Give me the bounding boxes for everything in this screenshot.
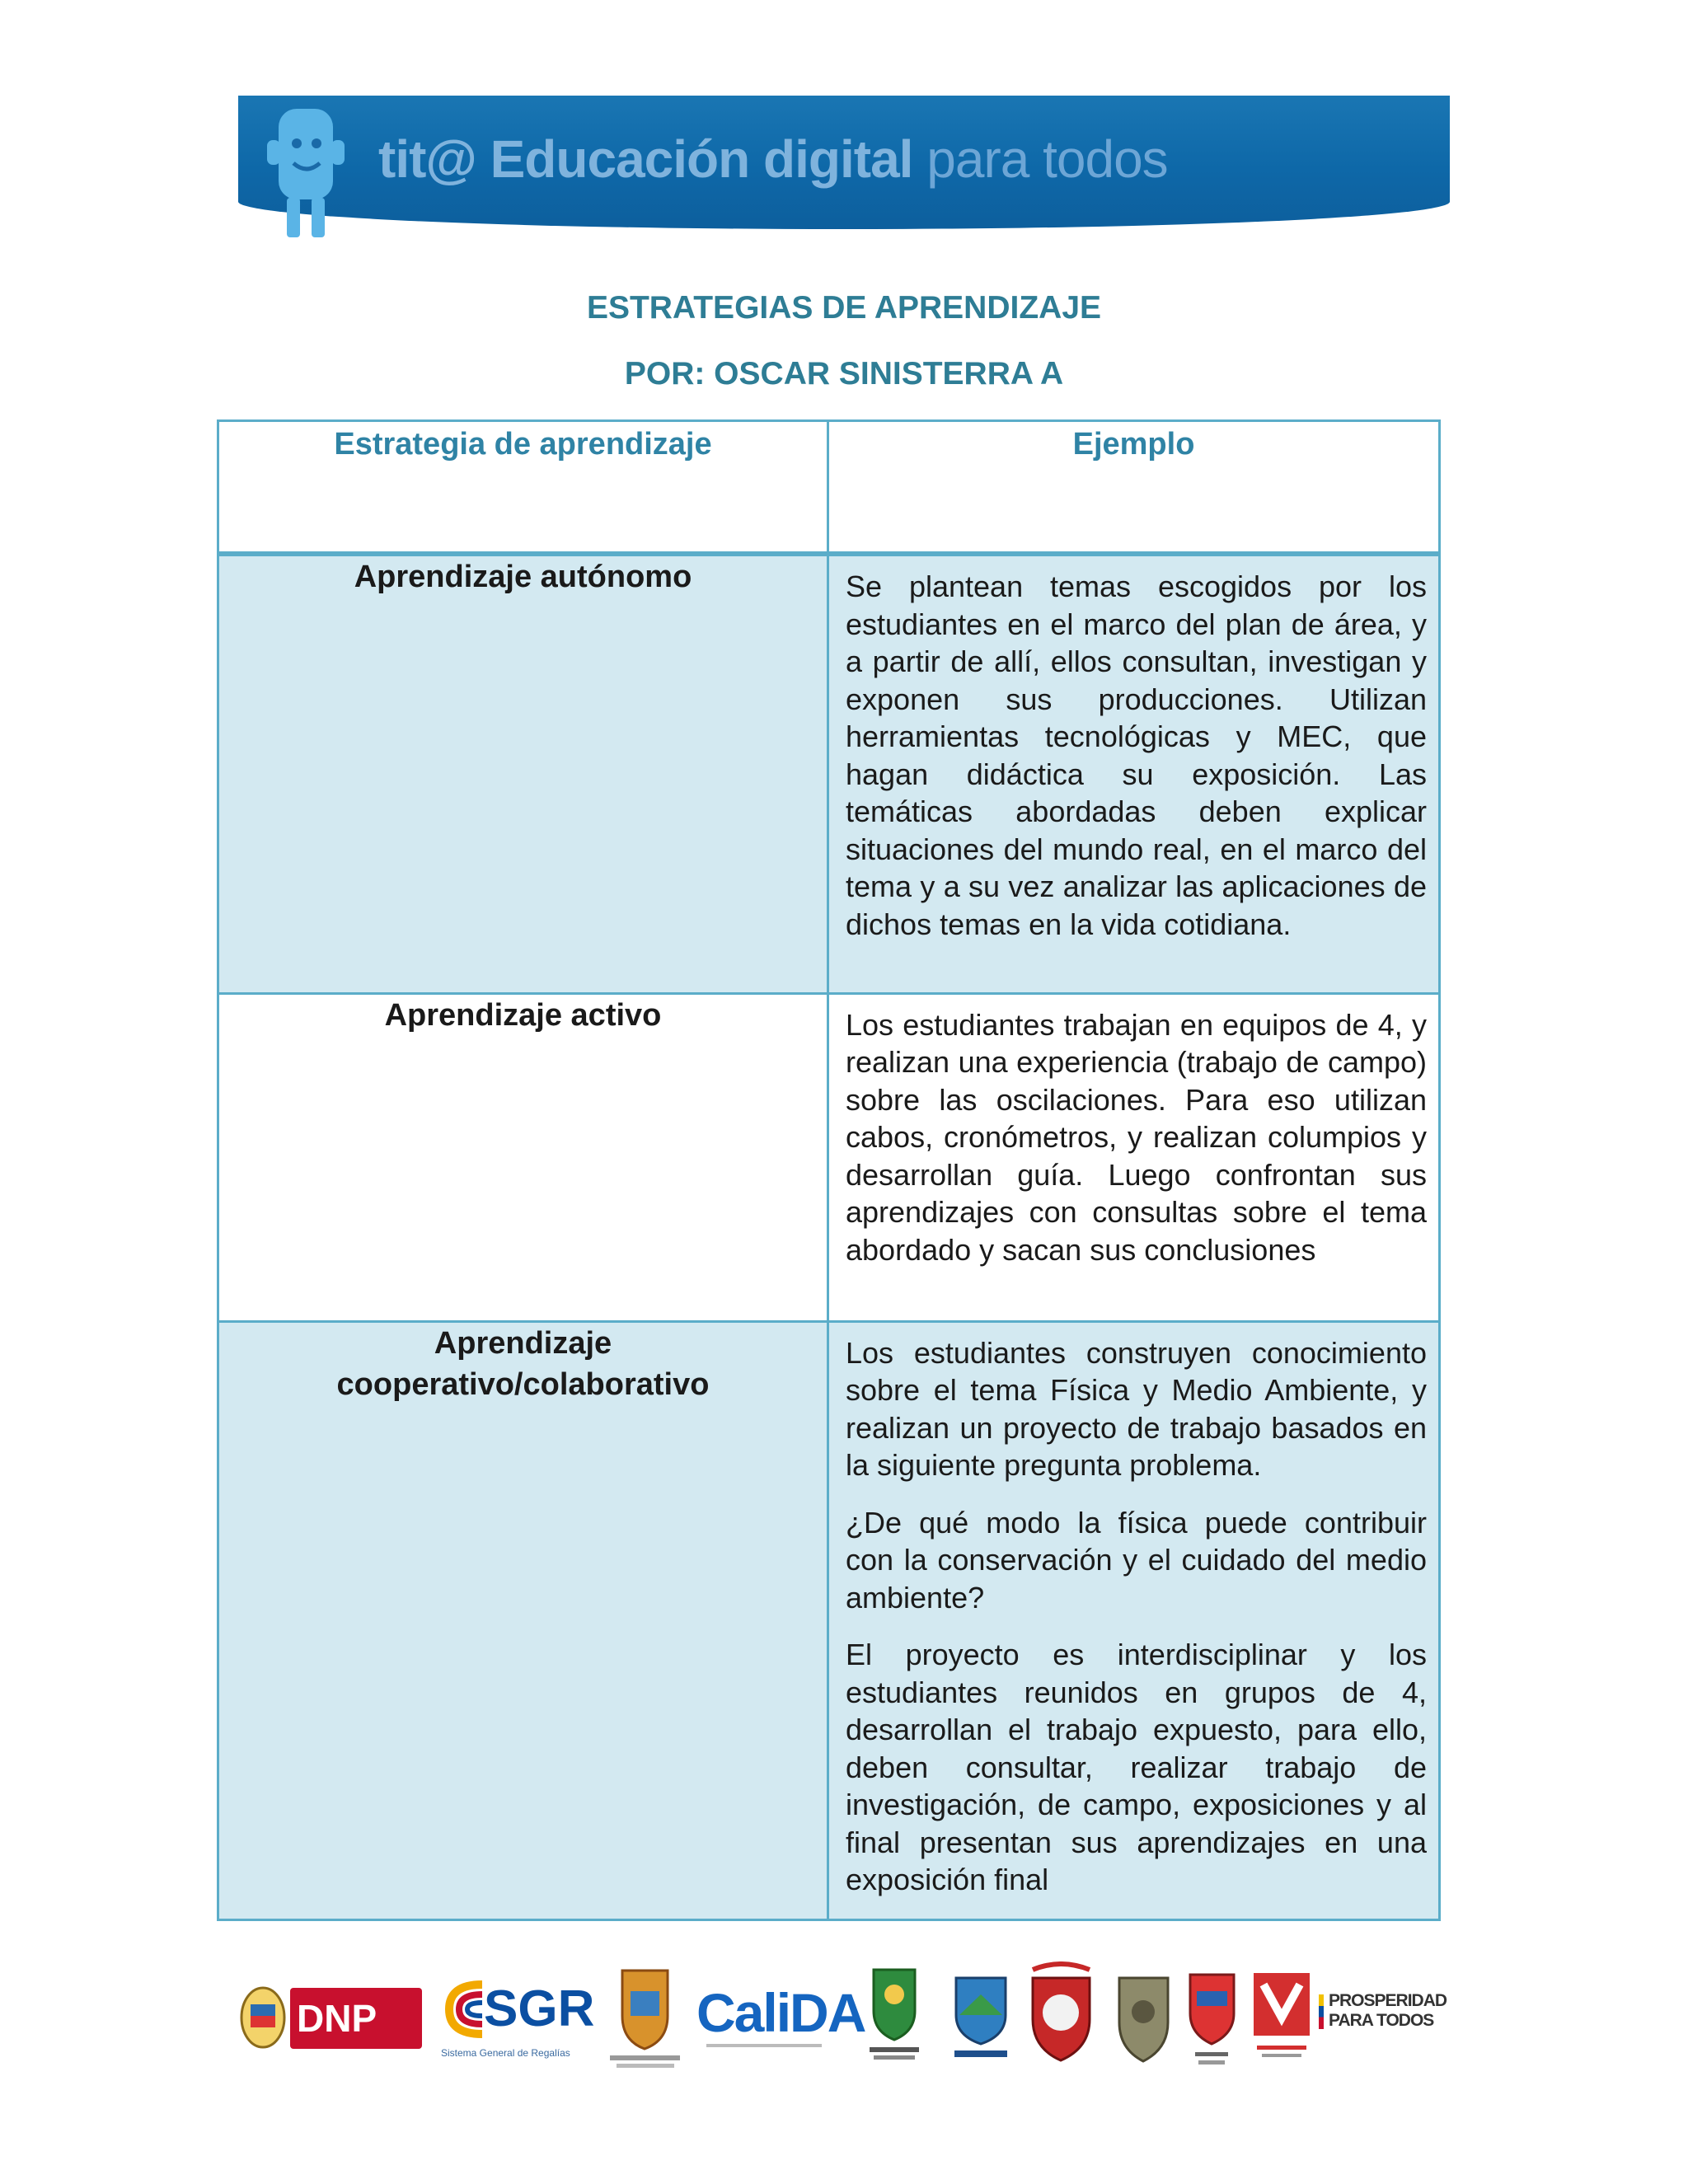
strategy-line: cooperativo/colaborativo <box>336 1366 710 1402</box>
strategies-table <box>217 419 1441 1921</box>
example-text: Los estudiantes trabajan en equipos de 4, y realizan una experiencia (trabajo de campo) sobre las oscilaciones. Para eso utilizan cabos, cronómetros, y realizan columpios y desarrollan guía. Luego confrontan sus aprendizajes con consultas sobre el tema abordado y sacan sus conclusiones <box>846 1007 1427 1267</box>
colombia-shield-icon <box>239 1985 287 2050</box>
header-banner <box>238 96 1450 229</box>
strategy-cell <box>218 1321 828 1919</box>
gobernacion-valle-logo-icon <box>865 1961 923 2069</box>
prosperidad-line2: PARA TODOS <box>1329 2011 1434 2030</box>
example-text: El proyecto es interdisciplinar y los estudiantes reunidos en grupos de 4, desarrollan el trabajo expuesto, para ello, deben consultar, realizar trabajo de investigación, de campo, exposiciones y al final presentan sus aprendizajes en una exposición final <box>846 1638 1427 1896</box>
column-header-example: Ejemplo <box>828 421 1440 555</box>
prosperidad-logo <box>1319 1991 1447 2041</box>
dnp-logo <box>290 1988 422 2049</box>
sgr-logo <box>441 1976 595 2067</box>
strategy-cell: Aprendizaje activo <box>218 993 828 1321</box>
table-row <box>218 554 1440 993</box>
document-title: ESTRATEGIAS DE APRENDIZAJE <box>586 290 1102 326</box>
alcaldia-cali-logo-icon <box>602 1966 688 2074</box>
sgr-emblem-icon <box>441 1976 490 2042</box>
dagua-logo-icon <box>948 1970 1014 2069</box>
strategy-line: Aprendizaje <box>434 1325 612 1361</box>
municipal-shield-grey-icon <box>1113 1966 1175 2069</box>
prosperidad-line1: PROSPERIDAD <box>1329 1991 1447 2010</box>
table-row <box>218 993 1440 1321</box>
univalle-logo-icon <box>1249 1968 1315 2067</box>
column-header-strategy: Estrategia de aprendizaje <box>218 421 828 555</box>
footer-logos <box>239 1961 1447 2077</box>
calida-logo <box>696 1981 865 2055</box>
sgr-caption: Sistema General de Regalías <box>441 2047 570 2059</box>
example-cell <box>828 1321 1440 1919</box>
dnp-logo-text: DNP <box>297 1997 377 2040</box>
alcaldia-tulua-logo-icon <box>1185 1968 1239 2071</box>
sgr-logo-text: SGR <box>484 1980 595 2037</box>
document-author: POR: OSCAR SINISTERRA A <box>624 356 1064 391</box>
example-text: Los estudiantes construyen conocimiento sobre el tema Física y Medio Ambiente, y realizan un proyecto de trabajo basados en la siguiente pregunta problema. <box>846 1335 1427 1482</box>
example-question: ¿De qué modo la física puede contribuir con la conservación y el cuidado del medio ambiente? <box>846 1505 1427 1615</box>
calida-logo-text: CaliDA <box>696 1982 865 2043</box>
mascot-icon <box>267 92 345 239</box>
table-header-row <box>218 421 1440 555</box>
example-text: Se plantean temas escogidos por los estudiantes en el marco del plan de área, y a partir de allí, ellos consultan, investigan y exponen sus producciones. Utilizan herramientas tecnológicas y MEC, que hagan didáctica su exposición. Las temáticas abordadas deben explicar situaciones del mundo real, en el marco del tema y a su vez analizar las aplicaciones de dichos temas en la vida cotidiana. <box>846 569 1427 941</box>
banner-brand-light: para todos <box>926 129 1168 189</box>
banner-brand-main: tit@ Educación digital <box>378 129 913 189</box>
table-row <box>218 1321 1440 1919</box>
example-cell <box>828 993 1440 1321</box>
municipal-shield-red-icon <box>1026 1961 1096 2069</box>
example-cell <box>828 554 1440 993</box>
banner-title <box>378 129 1168 190</box>
strategy-cell: Aprendizaje autónomo <box>218 554 828 993</box>
